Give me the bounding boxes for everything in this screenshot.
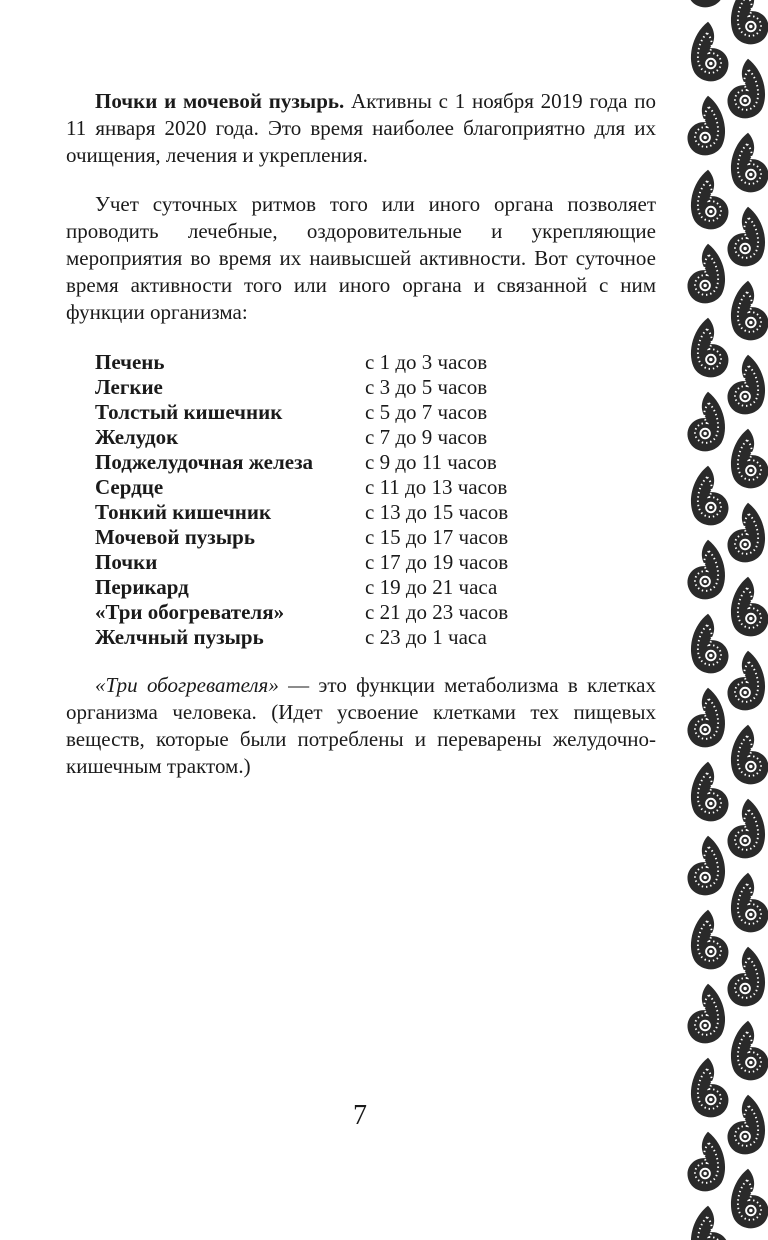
- organ-time: с 19 до 21 часа: [365, 575, 498, 599]
- table-row: [95, 625, 508, 650]
- paisley-motif: [727, 651, 765, 711]
- organ-time: с 23 до 1 часа: [365, 625, 487, 649]
- organ-name: Перикард: [95, 575, 189, 599]
- paisley-motif: [691, 466, 729, 526]
- table-row: [95, 525, 508, 550]
- paisley-border-ornament: [680, 0, 768, 1240]
- organ-name: Легкие: [95, 375, 163, 399]
- paisley-motif: [687, 392, 725, 452]
- organ-name: Мочевой пузырь: [95, 525, 255, 549]
- paisley-motif: [731, 281, 768, 341]
- table-row: [95, 500, 508, 525]
- paisley-motif: [727, 947, 765, 1007]
- paisley-motif: [731, 1021, 768, 1081]
- paisley-motif: [691, 762, 729, 822]
- intro-text: Активны с 1 ноября 2019 года по 11 января 2020 года. Это время наиболее благоприятно для их очищения, лечения и укрепления.: [66, 89, 656, 167]
- organ-name: Желудок: [95, 425, 179, 449]
- note-text: — это функции метаболизма в клетках организма человека. (Идет усвоение клетками тех пищевых веществ, которые были потреблены и переварены желудочно-кишечным трактом.): [66, 673, 656, 778]
- paisley-motif: [731, 429, 768, 489]
- paisley-motif: [731, 1169, 768, 1229]
- organ-name: «Три обогревателя»: [95, 600, 285, 624]
- page-number: 7: [353, 1100, 367, 1131]
- organ-time: с 9 до 11 часов: [365, 450, 497, 474]
- table-row: [95, 550, 508, 575]
- paisley-motif: [731, 577, 768, 637]
- organ-name: Толстый кишечник: [95, 400, 283, 424]
- table-row: [95, 400, 508, 425]
- paisley-motif: [687, 984, 725, 1044]
- page-body: [66, 88, 656, 780]
- organ-time: с 17 до 19 часов: [365, 550, 509, 574]
- table-row: [95, 425, 508, 450]
- paisley-motif: [687, 244, 725, 304]
- paisley-motif: [731, 873, 768, 933]
- table-row: [95, 375, 508, 400]
- organ-time: с 21 до 23 часов: [365, 600, 509, 624]
- note-paragraph: [66, 672, 656, 780]
- note-term: «Три обогревателя»: [95, 673, 279, 697]
- organ-name: Поджелудочная железа: [95, 450, 314, 474]
- paisley-motif: [727, 207, 765, 267]
- paisley-motif: [691, 22, 729, 82]
- organ-name: Сердце: [95, 475, 164, 499]
- intro-lead: Почки и мочевой пузырь.: [95, 89, 345, 113]
- paisley-motif: [727, 355, 765, 415]
- organ-time: с 7 до 9 часов: [365, 425, 488, 449]
- organ-name: Печень: [95, 350, 165, 374]
- paisley-motif: [727, 799, 765, 859]
- table-row: [95, 600, 508, 625]
- paisley-motif: [691, 614, 729, 674]
- table-row: [95, 575, 508, 600]
- organ-name: Желчный пузырь: [95, 625, 264, 649]
- organ-time: с 13 до 15 часов: [365, 500, 509, 524]
- table-row: [95, 475, 508, 500]
- intro-paragraph: [66, 88, 656, 169]
- paisley-motif: [687, 96, 725, 156]
- paisley-motif: [731, 725, 768, 785]
- organ-schedule-table: [95, 350, 508, 650]
- organ-name: Тонкий кишечник: [95, 500, 272, 524]
- paisley-motif: [731, 133, 768, 193]
- paisley-motif: [687, 836, 725, 896]
- rhythms-paragraph: Учет суточных ритмов того или иного органа позволяет проводить лечебные, оздоровительные и укрепляющие мероприятия во время их наивысшей активности. Вот суточное время активности того или иного органа и связанной с ним функции организма:: [66, 192, 656, 324]
- organ-time: с 5 до 7 часов: [365, 400, 488, 424]
- paisley-motif: [691, 910, 729, 970]
- paisley-motif: [691, 170, 729, 230]
- paisley-motif: [691, 318, 729, 378]
- organ-time: с 15 до 17 часов: [365, 525, 509, 549]
- organ-time: с 3 до 5 часов: [365, 375, 488, 399]
- paisley-motif: [687, 1132, 725, 1192]
- paisley-motif: [687, 540, 725, 600]
- organ-name: Почки: [95, 550, 158, 574]
- organ-time: с 1 до 3 часов: [365, 350, 488, 374]
- paisley-motif: [727, 59, 765, 119]
- paisley-motif: [687, 688, 725, 748]
- table-row: [95, 350, 508, 375]
- organ-time: с 11 до 13 часов: [365, 475, 508, 499]
- paisley-motif: [727, 1095, 765, 1155]
- paisley-motif: [691, 1206, 729, 1240]
- paisley-motif: [691, 1058, 729, 1118]
- paisley-motif: [731, 0, 768, 44]
- paisley-motif: [727, 503, 765, 563]
- table-row: [95, 450, 508, 475]
- paisley-motif: [687, 0, 725, 7]
